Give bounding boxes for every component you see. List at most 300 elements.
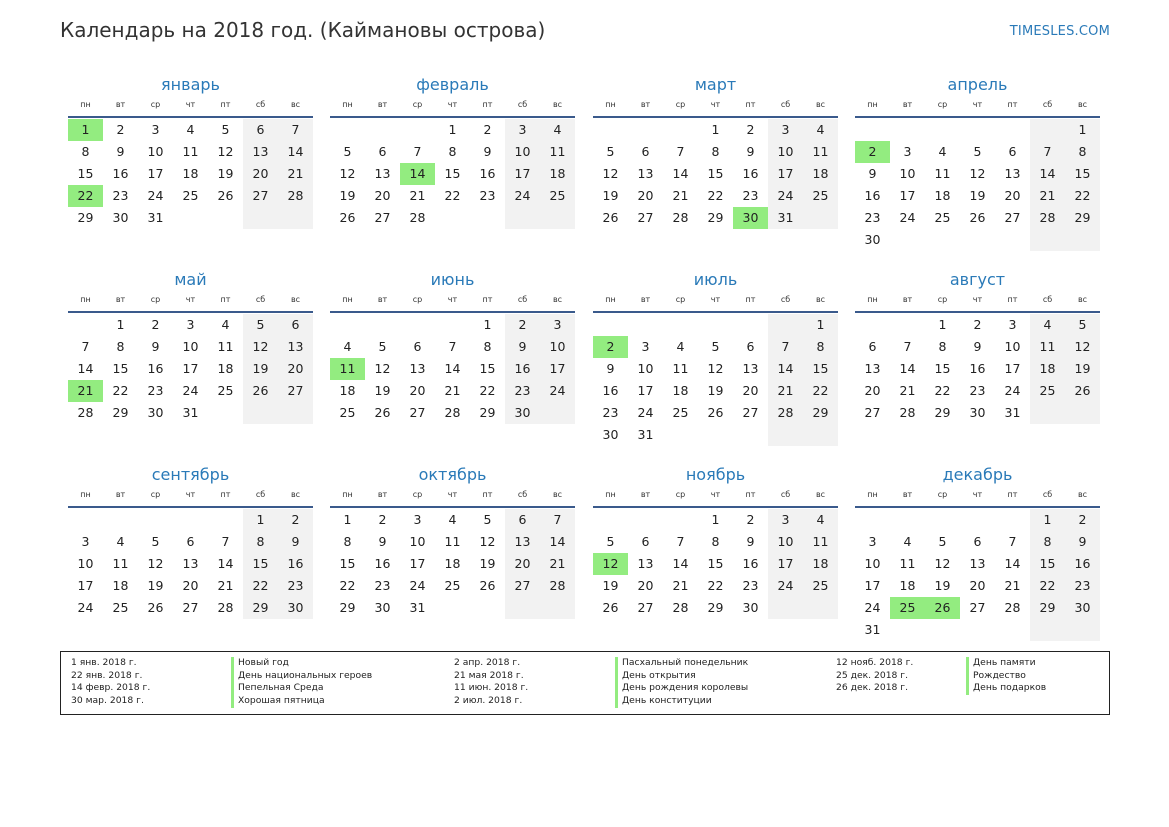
day-cell: 29 — [707, 600, 724, 615]
day-cell: 9 — [746, 534, 755, 549]
holiday-day-cell: 2 — [593, 336, 628, 358]
day-cell: 29 — [803, 402, 838, 424]
day-cell: 6 — [973, 534, 982, 549]
day-cell: 25 — [540, 185, 575, 207]
day-cell: 8 — [711, 534, 720, 549]
day-cell: 5 — [973, 144, 982, 159]
day-cell: 29 — [1030, 597, 1065, 619]
day-cell: 10 — [637, 361, 654, 376]
weekday-label: пт — [1007, 295, 1018, 304]
day-cell: 27 — [1004, 210, 1021, 225]
day-cell: 18 — [803, 553, 838, 575]
empty-cell — [208, 207, 243, 229]
empty-cell — [960, 509, 995, 531]
day-cell: 20 — [864, 383, 881, 398]
day-cell: 5 — [606, 144, 615, 159]
empty-cell — [890, 229, 925, 251]
day-cell: 23 — [742, 188, 759, 203]
day-cell: 10 — [864, 556, 881, 571]
empty-cell — [435, 314, 470, 336]
empty-cell — [925, 229, 960, 251]
day-cell: 24 — [1004, 383, 1021, 398]
weekday-label: вт — [902, 490, 913, 499]
day-cell: 2 — [1065, 509, 1100, 531]
day-cell: 19 — [602, 188, 619, 203]
day-cell: 29 — [77, 210, 94, 225]
day-cell: 2 — [151, 317, 160, 332]
day-cell: 23 — [969, 383, 986, 398]
weekday-label: вт — [640, 100, 651, 109]
legend-date: 26 дек. 2018 г. — [836, 682, 909, 694]
legend-holiday-name: Новый год — [231, 657, 372, 670]
day-cell: 15 — [707, 166, 724, 181]
month-name: март — [694, 75, 737, 94]
month-name: май — [174, 270, 207, 289]
day-cell: 26 — [243, 380, 278, 402]
day-cell: 29 — [707, 210, 724, 225]
day-cell: 19 — [147, 578, 164, 593]
empty-cell — [208, 509, 243, 531]
day-cell: 22 — [339, 578, 356, 593]
empty-cell — [803, 424, 838, 446]
day-cell: 10 — [505, 141, 540, 163]
day-cell: 31 — [1004, 405, 1021, 420]
day-cell: 21 — [672, 578, 689, 593]
month-block — [593, 267, 838, 446]
day-cell: 15 — [1065, 163, 1100, 185]
weekday-label: ср — [412, 490, 423, 499]
day-cell: 26 — [217, 188, 234, 203]
empty-cell — [628, 119, 663, 141]
day-cell: 17 — [77, 578, 94, 593]
weekday-label: вт — [377, 295, 388, 304]
day-cell: 23 — [479, 188, 496, 203]
day-cell: 23 — [1065, 575, 1100, 597]
empty-cell — [68, 314, 103, 336]
day-cell: 2 — [746, 512, 755, 527]
day-cell: 13 — [278, 336, 313, 358]
empty-cell — [470, 597, 505, 619]
day-cell: 20 — [409, 383, 426, 398]
day-cell: 14 — [899, 361, 916, 376]
day-cell: 4 — [448, 512, 457, 527]
day-cell: 2 — [116, 122, 125, 137]
empty-cell — [803, 597, 838, 619]
weekday-label: пт — [482, 490, 493, 499]
weekday-header — [855, 488, 1100, 508]
weekday-label: вс — [1077, 100, 1088, 109]
day-cell: 29 — [934, 405, 951, 420]
day-cell: 14 — [77, 361, 94, 376]
weekday-label: чт — [447, 295, 458, 304]
day-cell: 8 — [1065, 141, 1100, 163]
legend-dates-col-1 — [71, 657, 150, 708]
empty-cell — [173, 509, 208, 531]
month-name: январь — [161, 75, 220, 94]
empty-cell — [663, 119, 698, 141]
day-cell: 28 — [77, 405, 94, 420]
weekday-label: вс — [815, 295, 826, 304]
day-cell: 8 — [116, 339, 125, 354]
empty-cell — [890, 314, 925, 336]
day-cell: 4 — [938, 144, 947, 159]
month-name: ноябрь — [685, 465, 746, 484]
day-cell: 22 — [444, 188, 461, 203]
day-cell: 26 — [479, 578, 496, 593]
empty-cell — [890, 119, 925, 141]
day-cell: 18 — [182, 166, 199, 181]
day-cell: 20 — [505, 553, 540, 575]
weekday-label: ср — [675, 490, 686, 499]
weekday-label: пт — [1007, 100, 1018, 109]
month-name: декабрь — [942, 465, 1013, 484]
day-cell: 29 — [339, 600, 356, 615]
empty-cell — [663, 509, 698, 531]
weekday-header — [330, 488, 575, 508]
month-name: сентябрь — [151, 465, 230, 484]
legend-holiday-name: День памяти — [966, 657, 1046, 670]
day-cell: 5 — [483, 512, 492, 527]
day-cell: 14 — [672, 166, 689, 181]
day-cell: 16 — [969, 361, 986, 376]
day-cell: 9 — [606, 361, 615, 376]
day-cell: 17 — [505, 163, 540, 185]
weekday-label: вс — [1077, 490, 1088, 499]
day-cell: 13 — [637, 556, 654, 571]
day-cell: 20 — [637, 188, 654, 203]
month-name: июнь — [430, 270, 475, 289]
weekday-label: чт — [185, 295, 196, 304]
day-cell: 19 — [479, 556, 496, 571]
day-cell: 26 — [374, 405, 391, 420]
weekday-label: вт — [902, 100, 913, 109]
weekday-label: ср — [412, 100, 423, 109]
weekday-label: ср — [675, 100, 686, 109]
day-cell: 17 — [147, 166, 164, 181]
empty-cell — [768, 424, 803, 446]
day-cell: 21 — [672, 188, 689, 203]
days-grid — [855, 118, 1100, 251]
day-cell: 10 — [540, 336, 575, 358]
weekday-label: пт — [482, 295, 493, 304]
day-cell: 31 — [147, 210, 164, 225]
day-cell: 19 — [243, 358, 278, 380]
day-cell: 14 — [217, 556, 234, 571]
empty-cell — [960, 229, 995, 251]
day-cell: 6 — [868, 339, 877, 354]
day-cell: 28 — [768, 402, 803, 424]
empty-cell — [925, 509, 960, 531]
days-grid — [68, 313, 313, 424]
legend-date: 2 июл. 2018 г. — [454, 695, 523, 707]
day-cell: 24 — [540, 380, 575, 402]
weekday-label: ср — [412, 295, 423, 304]
day-cell: 11 — [217, 339, 234, 354]
days-grid — [593, 313, 838, 446]
empty-cell — [435, 597, 470, 619]
day-cell: 11 — [540, 141, 575, 163]
day-cell: 16 — [374, 556, 391, 571]
day-cell: 3 — [81, 534, 90, 549]
legend-date: 22 янв. 2018 г. — [71, 669, 143, 681]
day-cell: 19 — [707, 383, 724, 398]
weekday-label: ср — [150, 490, 161, 499]
month-block — [593, 462, 838, 619]
page-title: Календарь на 2018 год. (Каймановы острова) — [60, 18, 546, 42]
day-cell: 22 — [112, 383, 129, 398]
day-cell: 27 — [182, 600, 199, 615]
day-cell: 14 — [1030, 163, 1065, 185]
day-cell: 7 — [1030, 141, 1065, 163]
day-cell: 18 — [339, 383, 356, 398]
weekday-label: пт — [220, 100, 231, 109]
weekday-label: сб — [780, 100, 791, 109]
weekday-label: вт — [377, 490, 388, 499]
weekday-label: вс — [552, 295, 563, 304]
day-cell: 7 — [903, 339, 912, 354]
day-cell: 30 — [742, 600, 759, 615]
weekday-label: вт — [115, 490, 126, 499]
weekday-label: пт — [1007, 490, 1018, 499]
day-cell: 14 — [672, 556, 689, 571]
weekday-label: ср — [937, 295, 948, 304]
days-grid — [330, 313, 575, 424]
day-cell: 30 — [505, 402, 540, 424]
day-cell: 6 — [243, 119, 278, 141]
day-cell: 24 — [505, 185, 540, 207]
month-block — [330, 462, 575, 619]
day-cell: 26 — [602, 210, 619, 225]
day-cell: 1 — [803, 314, 838, 336]
day-cell: 13 — [742, 361, 759, 376]
weekday-label: пн — [605, 100, 616, 109]
day-cell: 12 — [934, 556, 951, 571]
day-cell: 30 — [147, 405, 164, 420]
day-cell: 4 — [116, 534, 125, 549]
day-cell: 9 — [483, 144, 492, 159]
day-cell: 13 — [864, 361, 881, 376]
day-cell: 15 — [479, 361, 496, 376]
weekday-header — [68, 98, 313, 118]
day-cell: 17 — [768, 553, 803, 575]
weekday-label: вс — [290, 295, 301, 304]
weekday-header — [330, 293, 575, 313]
day-cell: 11 — [899, 556, 916, 571]
empty-cell — [768, 597, 803, 619]
day-cell: 8 — [803, 336, 838, 358]
days-grid — [593, 508, 838, 619]
weekday-label: вт — [115, 295, 126, 304]
month-name: октябрь — [418, 465, 487, 484]
legend-holiday-name: День национальных героев — [231, 670, 372, 683]
empty-cell — [733, 314, 768, 336]
day-cell: 16 — [147, 361, 164, 376]
day-cell: 3 — [505, 119, 540, 141]
day-cell: 27 — [637, 210, 654, 225]
day-cell: 16 — [278, 553, 313, 575]
month-block — [68, 72, 313, 229]
weekday-label: пн — [342, 100, 353, 109]
day-cell: 24 — [768, 185, 803, 207]
day-cell: 3 — [903, 144, 912, 159]
day-cell: 18 — [899, 578, 916, 593]
day-cell: 21 — [217, 578, 234, 593]
day-cell: 4 — [803, 119, 838, 141]
day-cell: 18 — [672, 383, 689, 398]
weekday-header — [855, 293, 1100, 313]
weekday-header — [855, 98, 1100, 118]
day-cell: 15 — [339, 556, 356, 571]
day-cell: 16 — [1065, 553, 1100, 575]
legend-date: 11 июн. 2018 г. — [454, 682, 529, 694]
weekday-label: сб — [517, 490, 528, 499]
weekday-label: вс — [552, 490, 563, 499]
legend-date: 12 нояб. 2018 г. — [836, 657, 914, 668]
days-grid — [330, 508, 575, 619]
empty-cell — [330, 119, 365, 141]
empty-cell — [365, 119, 400, 141]
day-cell: 29 — [1065, 207, 1100, 229]
empty-cell — [1065, 619, 1100, 641]
day-cell: 4 — [540, 119, 575, 141]
legend-holiday-name: День рождения королевы — [615, 682, 748, 695]
empty-cell — [663, 424, 698, 446]
empty-cell — [890, 619, 925, 641]
day-cell: 7 — [540, 509, 575, 531]
day-cell: 30 — [602, 427, 619, 442]
day-cell: 20 — [278, 358, 313, 380]
empty-cell — [698, 314, 733, 336]
day-cell: 25 — [803, 185, 838, 207]
day-cell: 19 — [339, 188, 356, 203]
day-cell: 8 — [711, 144, 720, 159]
day-cell: 1 — [1065, 119, 1100, 141]
legend-date: 1 янв. 2018 г. — [71, 657, 137, 668]
legend-names-col-3 — [966, 657, 1046, 695]
day-cell: 13 — [409, 361, 426, 376]
day-cell: 25 — [217, 383, 234, 398]
day-cell: 14 — [768, 358, 803, 380]
site-link[interactable]: TIMESLES.COM — [1009, 24, 1110, 39]
weekday-header — [593, 98, 838, 118]
day-cell: 6 — [413, 339, 422, 354]
day-cell: 3 — [540, 314, 575, 336]
empty-cell — [995, 509, 1030, 531]
day-cell: 24 — [182, 383, 199, 398]
day-cell: 6 — [278, 314, 313, 336]
day-cell: 16 — [742, 556, 759, 571]
day-cell: 23 — [742, 578, 759, 593]
empty-cell — [435, 207, 470, 229]
weekday-label: чт — [972, 490, 983, 499]
weekday-label: ср — [150, 295, 161, 304]
legend-names-col-1 — [231, 657, 372, 708]
day-cell: 14 — [540, 531, 575, 553]
day-cell: 22 — [803, 380, 838, 402]
day-cell: 10 — [1004, 339, 1021, 354]
day-cell: 22 — [707, 578, 724, 593]
day-cell: 19 — [602, 578, 619, 593]
day-cell: 31 — [864, 622, 881, 637]
days-grid — [330, 118, 575, 229]
day-cell: 13 — [182, 556, 199, 571]
day-cell: 23 — [147, 383, 164, 398]
empty-cell — [400, 314, 435, 336]
empty-cell — [995, 619, 1030, 641]
empty-cell — [960, 619, 995, 641]
empty-cell — [855, 119, 890, 141]
day-cell: 5 — [1065, 314, 1100, 336]
day-cell: 30 — [864, 232, 881, 247]
day-cell: 27 — [864, 405, 881, 420]
day-cell: 16 — [505, 358, 540, 380]
day-cell: 24 — [147, 188, 164, 203]
legend-dates-col-2 — [454, 657, 528, 708]
day-cell: 3 — [768, 509, 803, 531]
day-cell: 18 — [444, 556, 461, 571]
day-cell: 18 — [112, 578, 129, 593]
day-cell: 1 — [711, 122, 720, 137]
day-cell: 14 — [444, 361, 461, 376]
day-cell: 6 — [641, 534, 650, 549]
day-cell: 27 — [505, 575, 540, 597]
days-grid — [855, 508, 1100, 641]
day-cell: 27 — [409, 405, 426, 420]
day-cell: 20 — [637, 578, 654, 593]
day-cell: 29 — [479, 405, 496, 420]
month-name: февраль — [416, 75, 489, 94]
day-cell: 11 — [803, 531, 838, 553]
day-cell: 24 — [409, 578, 426, 593]
month-block — [855, 72, 1100, 251]
day-cell: 17 — [768, 163, 803, 185]
day-cell: 12 — [374, 361, 391, 376]
day-cell: 5 — [606, 534, 615, 549]
day-cell: 11 — [672, 361, 689, 376]
day-cell: 1 — [711, 512, 720, 527]
holiday-day-cell: 2 — [855, 141, 890, 163]
day-cell: 9 — [1065, 531, 1100, 553]
day-cell: 7 — [448, 339, 457, 354]
day-cell: 15 — [803, 358, 838, 380]
empty-cell — [400, 119, 435, 141]
day-cell: 4 — [676, 339, 685, 354]
empty-cell — [103, 509, 138, 531]
day-cell: 21 — [899, 383, 916, 398]
day-cell: 19 — [1065, 358, 1100, 380]
empty-cell — [208, 402, 243, 424]
day-cell: 15 — [444, 166, 461, 181]
day-cell: 2 — [505, 314, 540, 336]
month-block — [330, 72, 575, 229]
day-cell: 7 — [81, 339, 90, 354]
day-cell: 22 — [934, 383, 951, 398]
empty-cell — [1030, 402, 1065, 424]
days-grid — [855, 313, 1100, 424]
day-cell: 28 — [899, 405, 916, 420]
day-cell: 20 — [1004, 188, 1021, 203]
empty-cell — [278, 207, 313, 229]
day-cell: 15 — [112, 361, 129, 376]
day-cell: 8 — [343, 534, 352, 549]
weekday-header — [593, 293, 838, 313]
empty-cell — [593, 119, 628, 141]
day-cell: 29 — [243, 597, 278, 619]
day-cell: 28 — [672, 600, 689, 615]
empty-cell — [925, 119, 960, 141]
day-cell: 26 — [147, 600, 164, 615]
day-cell: 11 — [803, 141, 838, 163]
